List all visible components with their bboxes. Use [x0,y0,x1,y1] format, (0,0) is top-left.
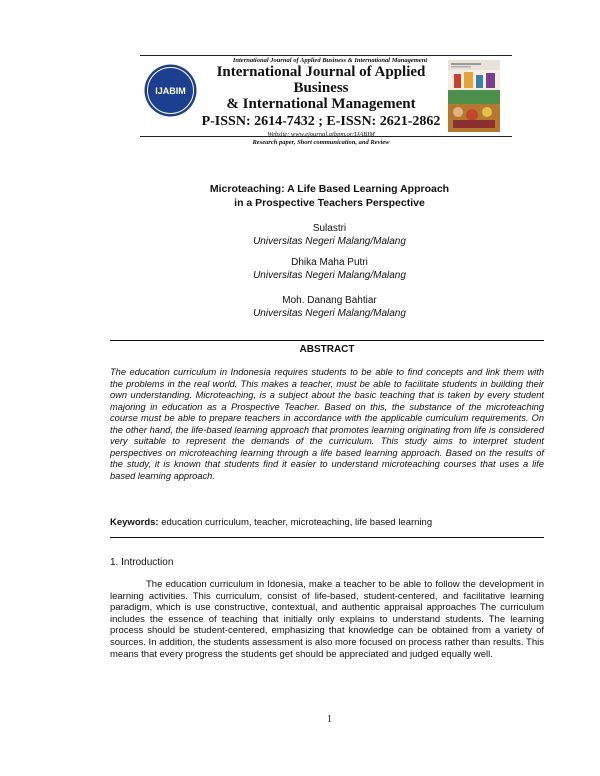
journal-title-line2: & International Management [226,96,416,112]
author-block [0,294,600,320]
abstract-top-rule [110,340,544,341]
introduction-text: The education curriculum in Idonesia, make a teacher to be able to follow the development in learning activities. This curriculum, consist of life-based, student-centered, and facilitative learning paradigm, which is use constructive, contextual, and authentic appraisal approaches The curriculum includes the essence of teaching that initially only explains to understand students. The learning process should be student-centered, emphasizing that knowledge can be obtained from a variety of sources. In addition, the students assessment is also more focused on process rather than results. This means that every progress the students get should be appreciated and judged equally well. [110,579,544,660]
journal-website: Website: www.ejournal.aibpm.or/IJABIM [267,131,375,138]
journal-article-types: Research paper, Short communication, and Review [252,139,390,146]
header-top-rule [140,55,512,56]
author-name: Dhika Maha Putri [291,257,368,268]
journal-issn: P-ISSN: 2614-7432 ; E-ISSN: 2621-2862 [201,114,441,129]
page-number: 1 [327,714,332,725]
journal-top-line: International Journal of Applied Business & International Management [232,57,428,64]
journal-logo [143,60,198,121]
author-block [0,222,600,248]
keywords-text: education curriculum, teacher, microteaching, life based learning [161,517,433,528]
journal-masthead [196,64,446,147]
abstract-text: The education curriculum in Indonesia requires students to be able to find concepts and link them with the problems in the real world. This makes a teacher, must be able to facilitate students in building their own understanding. Microteaching, is a subject about the basic teaching that is taken by every student majoring in education as a Prospective Teacher. Based on this, the substance of the microteaching course must be able to prepare teachers in accordance with the applicable curriculum requirements. On the other hand, the life-based learning approach that promotes learning originating from life is considered very suitable to represent the demands of the curriculum. This study aims to interpret student perspectives on microteaching learning through a life based learning approach. Based on the results of the study, it is known that students find it easier to understand microteaching courses that uses a life based learning approach. [110,367,544,481]
author-name: Sulastri [312,223,347,234]
keywords-line [110,517,544,528]
header-bottom-rule [140,136,512,137]
journal-title-line1: International Journal of Applied Business [216,64,426,96]
journal-cover-image [448,60,500,132]
paper-title-line1: Microteaching: A Life Based Learning Approach [209,183,450,195]
abstract-bottom-rule [110,537,544,538]
author-name: Moh. Danang Bahtiar [282,295,377,306]
author-block [0,256,600,282]
keywords-label: Keywords: [110,517,159,528]
introduction-heading: 1. Introduction [110,557,174,568]
logo-text: IJABIM [155,86,186,96]
author-affiliation: Universitas Negeri Malang/Malang [253,270,406,281]
abstract-heading: ABSTRACT [299,344,355,355]
author-affiliation: Universitas Negeri Malang/Malang [253,308,406,319]
author-affiliation: Universitas Negeri Malang/Malang [253,236,406,247]
paper-title-line2: in a Prospective Teachers Perspective [234,197,425,209]
